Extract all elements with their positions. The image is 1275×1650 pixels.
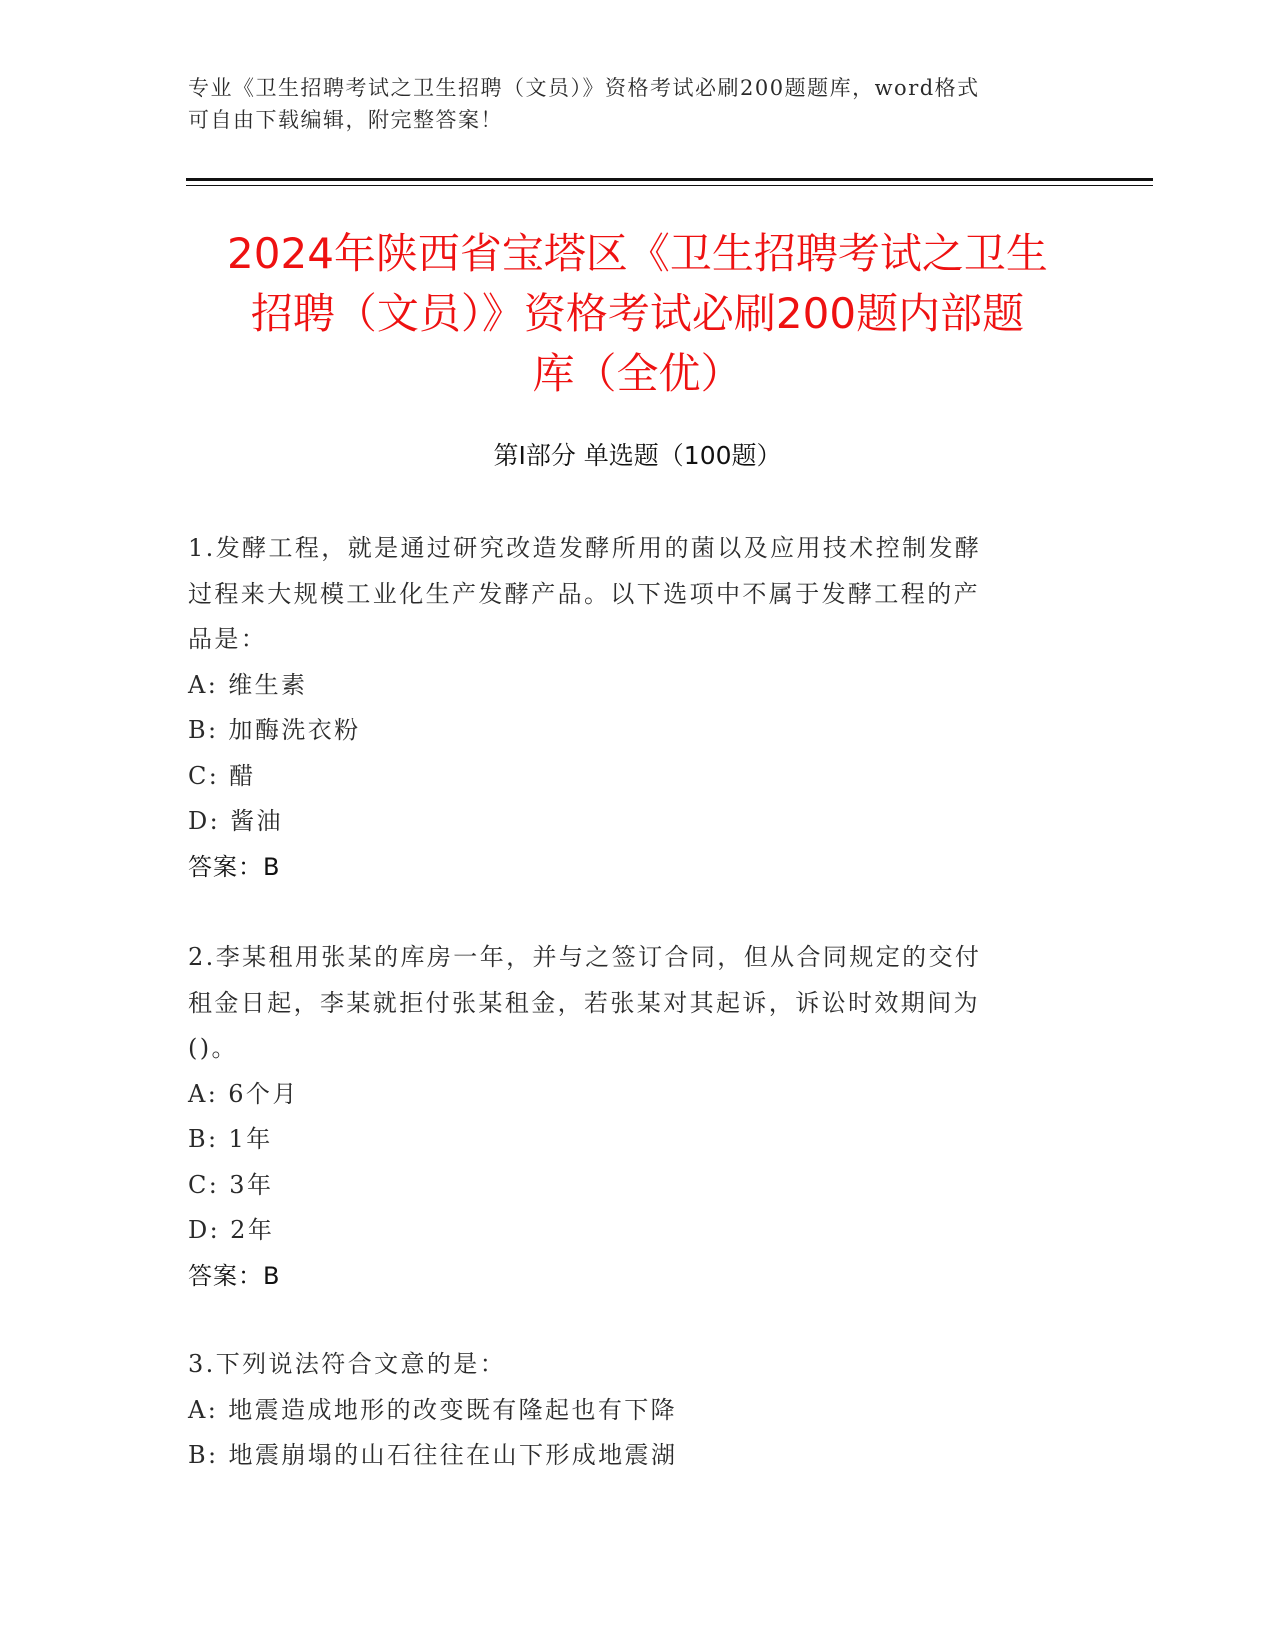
option-d: D: 2年 xyxy=(188,1216,275,1244)
question-1 xyxy=(188,526,1088,890)
title-line: 库（全优） xyxy=(532,349,743,398)
option-a: A: 维生素 xyxy=(188,670,308,699)
header-note-line: 专业《卫生招聘考试之卫生招聘（文员）》资格考试必刷200题题库，word格式 xyxy=(188,76,980,100)
option-b: B: 1年 xyxy=(188,1125,273,1153)
question-2 xyxy=(188,935,1088,1299)
question-stem-line: ()。 xyxy=(188,1034,238,1062)
answer-line: 答案：B xyxy=(188,852,281,881)
question-stem-line: 品是： xyxy=(188,625,268,653)
document-title xyxy=(140,224,1135,404)
header-divider-thick xyxy=(186,178,1153,181)
title-line: 2024年陕西省宝塔区《卫生招聘考试之卫生 xyxy=(227,229,1048,278)
question-stem-line: 3.下列说法符合文意的是： xyxy=(188,1350,507,1378)
option-b: B: 加酶洗衣粉 xyxy=(188,716,361,744)
section-title: 第Ⅰ部分 单选题（100题） xyxy=(493,441,782,470)
question-stem-line: 2.李某租用张某的库房一年，并与之签订合同，但从合同规定的交付 xyxy=(188,943,982,971)
question-stem-line: 租金日起，李某就拒付张某租金，若张某对其起诉，诉讼时效期间为 xyxy=(188,988,980,1017)
option-d: D: 酱油 xyxy=(188,807,283,835)
header-divider-thin xyxy=(186,185,1153,186)
title-line: 招聘（文员）》资格考试必刷200题内部题 xyxy=(250,289,1025,338)
question-stem-line: 1.发酵工程，就是通过研究改造发酵所用的菌以及应用技术控制发酵 xyxy=(188,534,982,562)
option-a: A: 地震造成地形的改变既有隆起也有下降 xyxy=(188,1395,678,1424)
header-note xyxy=(188,72,1068,136)
option-a: A: 6个月 xyxy=(188,1079,299,1108)
question-3 xyxy=(188,1342,1088,1479)
question-stem-line: 过程来大规模工业化生产发酵产品。以下选项中不属于发酵工程的产 xyxy=(188,579,980,608)
option-c: C: 醋 xyxy=(188,761,256,790)
option-b: B: 地震崩塌的山石往往在山下形成地震湖 xyxy=(188,1441,678,1469)
header-note-line: 可自由下载编辑，附完整答案！ xyxy=(188,108,503,132)
option-c: C: 3年 xyxy=(188,1170,274,1199)
answer-line: 答案：B xyxy=(188,1261,281,1290)
